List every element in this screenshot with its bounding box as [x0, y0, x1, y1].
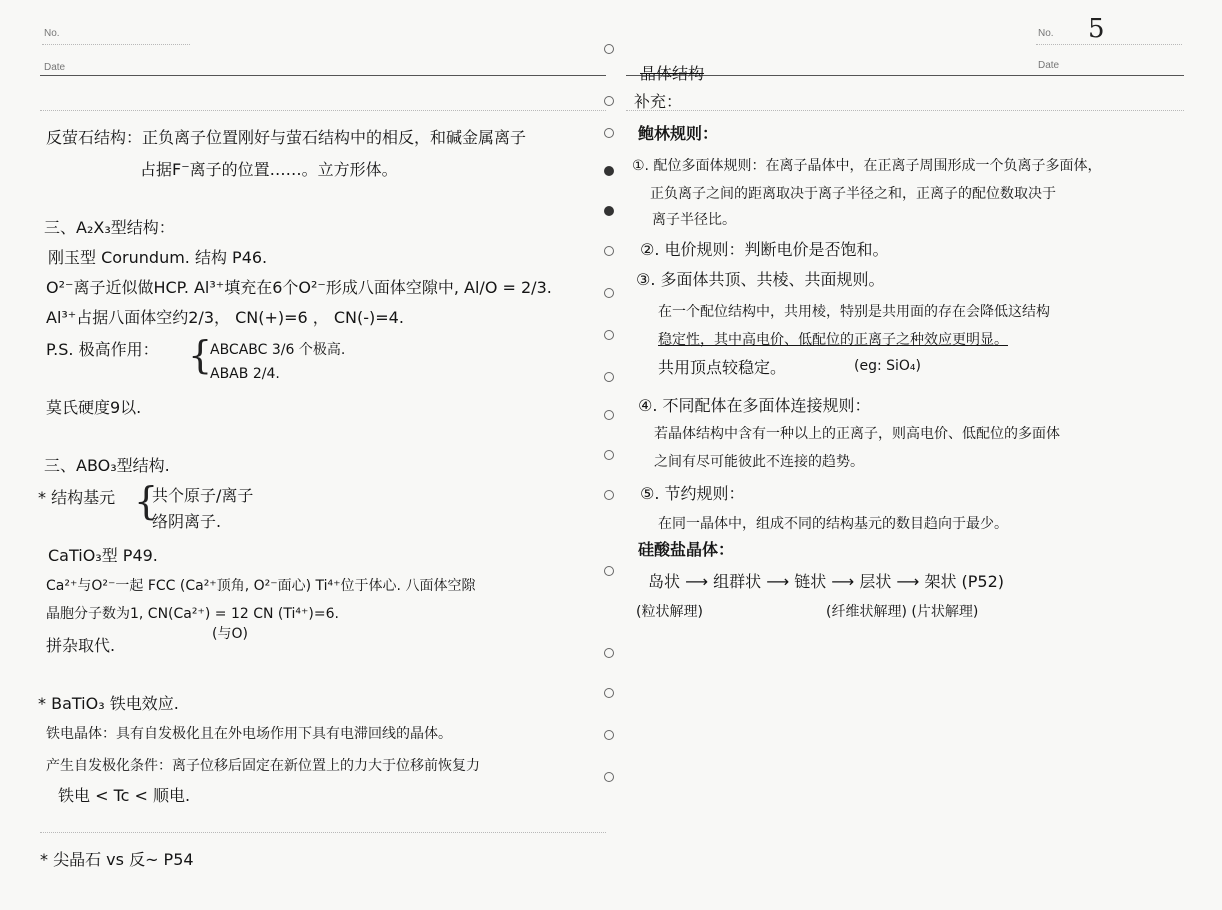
text-line: 补充： [634, 92, 683, 111]
text-line: 共个原子/离子 [152, 486, 254, 505]
text-line: 共用顶点较稳定。 [658, 358, 787, 377]
text-line: ⑤. 节约规则： [640, 484, 745, 503]
left-page [0, 0, 608, 910]
page-number: 5 [1088, 14, 1105, 44]
text-line: (纤维状解理) (片状解理) [826, 604, 979, 620]
header-rule [40, 75, 606, 76]
text-line: 正负离子之间的距离取决于离子半径之和，正离子的配位数取决于 [650, 186, 1056, 202]
text-line: 莫氏硬度9以. [46, 398, 142, 417]
no-label: No. [1038, 28, 1054, 39]
date-label: Date [44, 62, 66, 73]
no-line [1036, 44, 1182, 45]
text-line: 离子半径比。 [652, 212, 736, 228]
text-line: ABCABC 3/6 个极高. [210, 342, 346, 358]
text-line: ④. 不同配体在多面体连接规则： [638, 396, 871, 415]
text-line: 之间有尽可能彼此不连接的趋势。 [654, 454, 864, 470]
text-line: ③. 多面体共顶、共棱、共面规则。 [636, 270, 885, 289]
header-rule [626, 75, 1184, 76]
ruled-line [40, 832, 606, 833]
text-line: (粒状解理) [636, 604, 703, 620]
text-line: Ca²⁺与O²⁻一起 FCC (Ca²⁺顶角, O²⁻面心) Ti⁴⁺位于体心. 八面体空隙 [46, 578, 476, 594]
text-line: (与O) [212, 626, 248, 642]
text-line: * 尖晶石 vs 反~ P54 [40, 850, 194, 869]
text-line: 拼杂取代. [46, 636, 116, 655]
date-label: Date [1038, 60, 1060, 71]
text-line: 晶胞分子数为1, CN(Ca²⁺) = 12 CN (Ti⁴⁺)=6. [46, 606, 339, 622]
text-line: O²⁻离子近似做HCP. Al³⁺填充在6个O²⁻形成八面体空隙中, Al/O = 2/3. [46, 278, 552, 297]
no-label: No. [44, 28, 60, 39]
text-line: 在同一晶体中，组成不同的结构基元的数目趋向于最少。 [658, 516, 1008, 532]
text-line: 岛状 ⟶ 组群状 ⟶ 链状 ⟶ 层状 ⟶ 架状 (P52) [648, 572, 1005, 591]
text-line: 刚玉型 Corundum. 结构 P46. [48, 248, 268, 267]
text-line: * BaTiO₃ 铁电效应. [38, 694, 179, 713]
ruled-line [626, 110, 1184, 111]
text-line: 产生自发极化条件：离子位移后固定在新位置上的力大于位移前恢复力 [46, 758, 480, 774]
text-line: Al³⁺占据八面体空约2/3， CN(+)=6 ， CN(-)=4. [46, 308, 404, 327]
text-line: 稳定性，其中高电价、低配位的正离子之种效应更明显。 [658, 332, 1008, 348]
text-line: * 结构基元 [38, 488, 116, 507]
text-line: 占据F⁻离子的位置……。立方形体。 [140, 160, 398, 179]
brace-icon: { [188, 333, 213, 377]
right-page [612, 0, 1222, 910]
text-line: CaTiO₃型 P49. [48, 546, 158, 565]
no-line [42, 44, 190, 45]
brace-icon: { [134, 479, 159, 523]
text-line: 若晶体结构中含有一种以上的正离子，则高电价、低配位的多面体 [654, 426, 1060, 442]
text-line: 反萤石结构：正负离子位置刚好与萤石结构中的相反，和碱金属离子 [46, 128, 527, 147]
text-line: 络阴离子. [152, 512, 222, 531]
text-line: ②. 电价规则：判断电价是否饱和。 [640, 240, 889, 259]
section-heading: 鲍林规则： [638, 124, 719, 143]
text-line: 铁电 < Tc < 顺电. [58, 786, 191, 805]
text-line: (eg: SiO₄) [854, 358, 921, 374]
section-heading: 三、A₂X₃型结构： [44, 218, 175, 237]
text-line: ABAB 2/4. [210, 366, 280, 382]
ruled-line [40, 110, 606, 111]
section-heading: 硅酸盐晶体： [638, 540, 735, 559]
text-line: 铁电晶体：具有自发极化且在外电场作用下具有电滞回线的晶体。 [46, 726, 452, 742]
text-line: P.S. 极高作用： [46, 340, 159, 359]
text-line: 晶体结构 [640, 64, 705, 83]
section-heading: 三、ABO₃型结构. [44, 456, 170, 475]
text-line: 在一个配位结构中，共用棱，特别是共用面的存在会降低这结构 [658, 304, 1050, 320]
text-line: ①. 配位多面体规则：在离子晶体中，在正离子周围形成一个负离子多面体， [632, 158, 1102, 174]
